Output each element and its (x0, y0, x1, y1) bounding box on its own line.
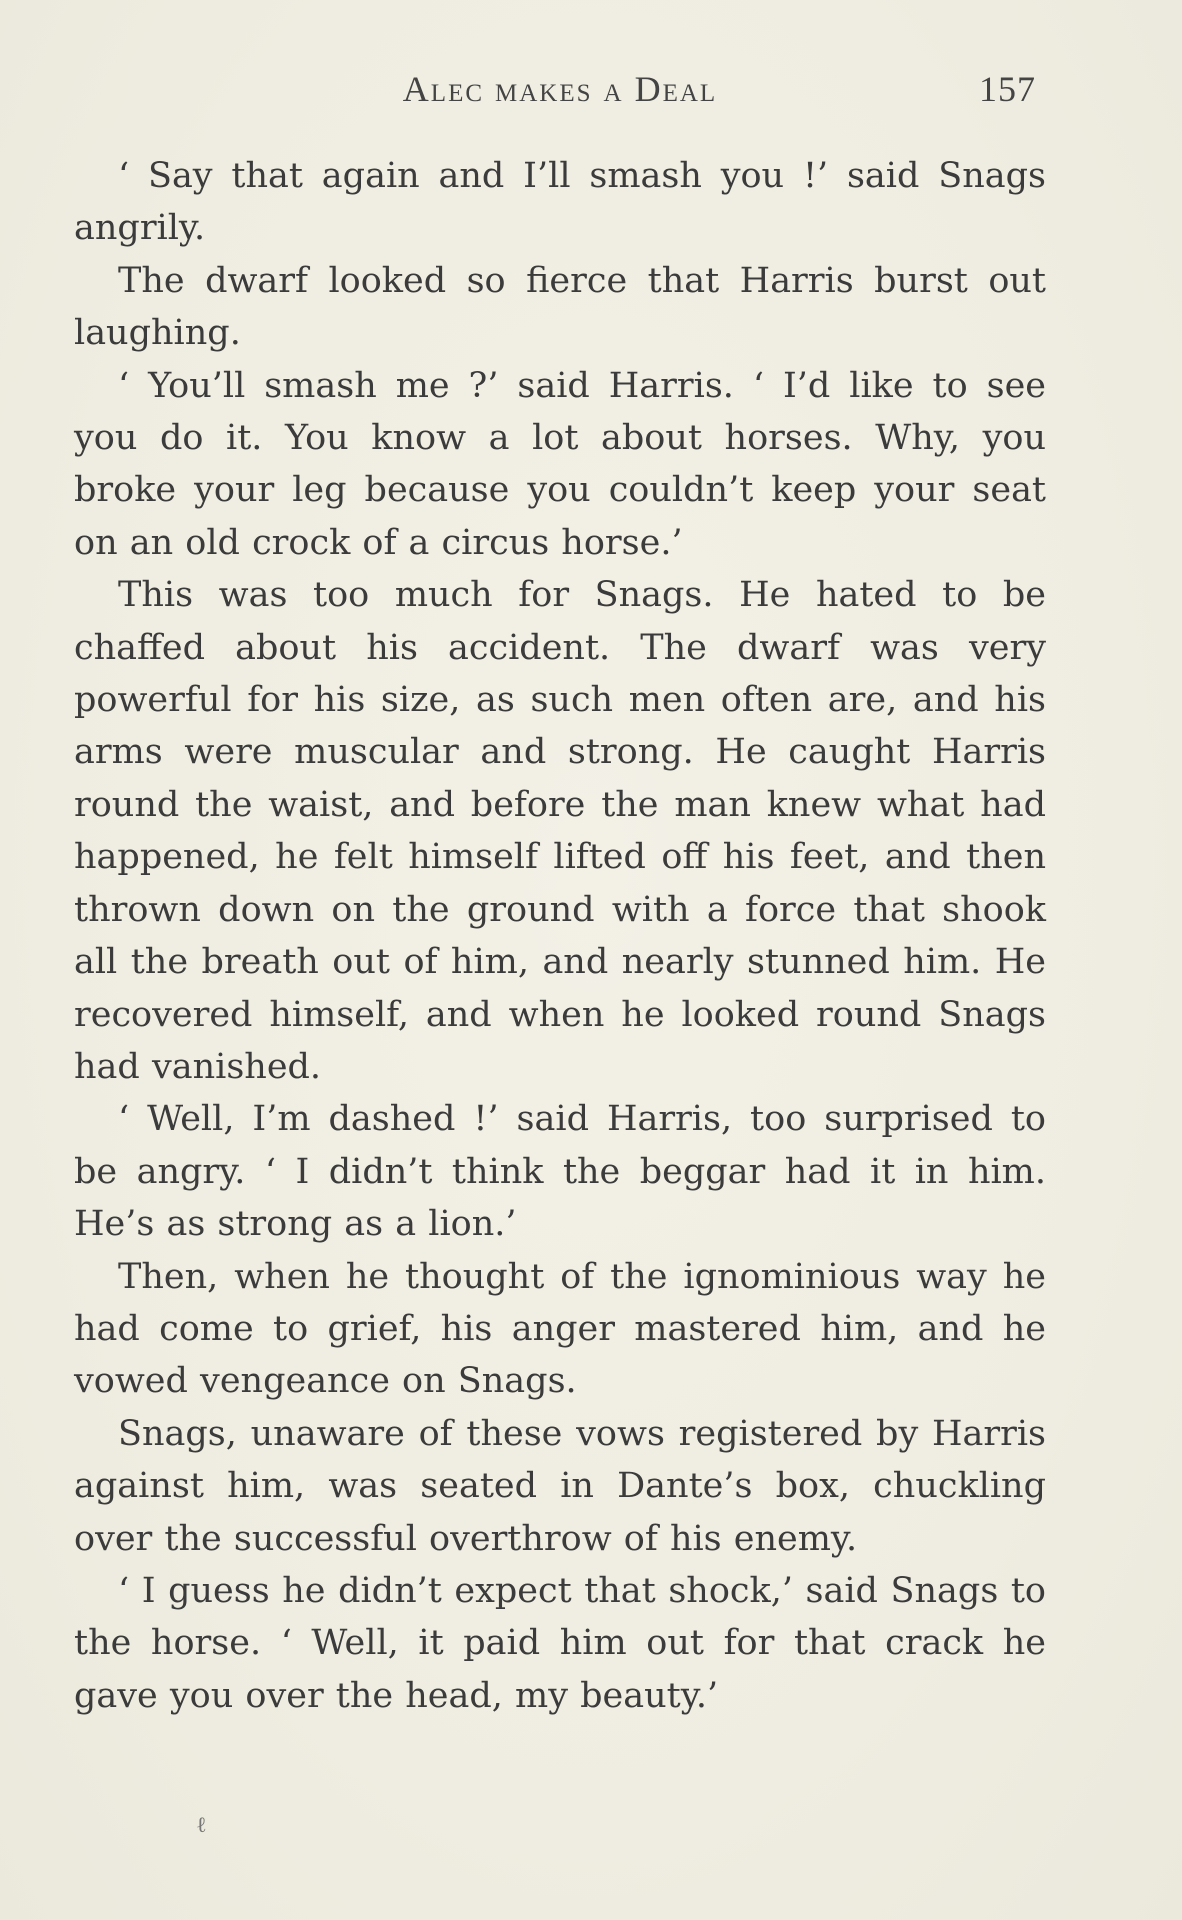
page-number: 157 (979, 69, 1036, 109)
stray-print-mark: ℓ (196, 1812, 207, 1837)
body-text (74, 150, 1046, 1722)
paragraph-2: The dwarf looked so fierce that Harris burst out laughing. (74, 260, 1046, 354)
running-head: Alec makes a Deal (402, 69, 718, 109)
paragraph-3: ‘ You’ll smash me ?’ said Harris. ‘ I’d like to see you do it. You know a lot about horses. Why, you broke your leg because you couldn’t keep your seat on an old crock of a circus horse.’ (74, 365, 1046, 563)
paragraph-4: This was too much for Snags. He hated to be chaffed about his accident. The dwarf was very powerful for his size, as such men often are, and his arms were muscular and strong. He caught Harris round the waist, and before the man knew what had happened, he felt himself lifted off his feet, and then thrown down on the ground with a force that shook all the breath out of him, and nearly stunned him. He recovered himself, and when he looked round Snags had vanished. (74, 575, 1046, 1087)
paragraph-7: Snags, unaware of these vows registered by Harris against him, was seated in Dante’s box, chuckling over the successful overthrow of his enemy. (74, 1413, 1046, 1559)
page-header (74, 68, 1046, 114)
paragraph-5: ‘ Well, I’m dashed !’ said Harris, too surprised to be angry. ‘ I didn’t think the beggar had it in him. He’s as strong as a lion.’ (74, 1099, 1046, 1245)
paragraph-8: ‘ I guess he didn’t expect that shock,’ said Snags to the horse. ‘ Well, it paid him out for that crack he gave you over the head, my beauty.’ (74, 1570, 1046, 1716)
paragraph-6: Then, when he thought of the ignominious way he had come to grief, his anger mastered him, and he vowed vengeance on Snags. (74, 1256, 1046, 1402)
paragraph-1: ‘ Say that again and I’ll smash you !’ said Snags angrily. (74, 156, 1046, 249)
